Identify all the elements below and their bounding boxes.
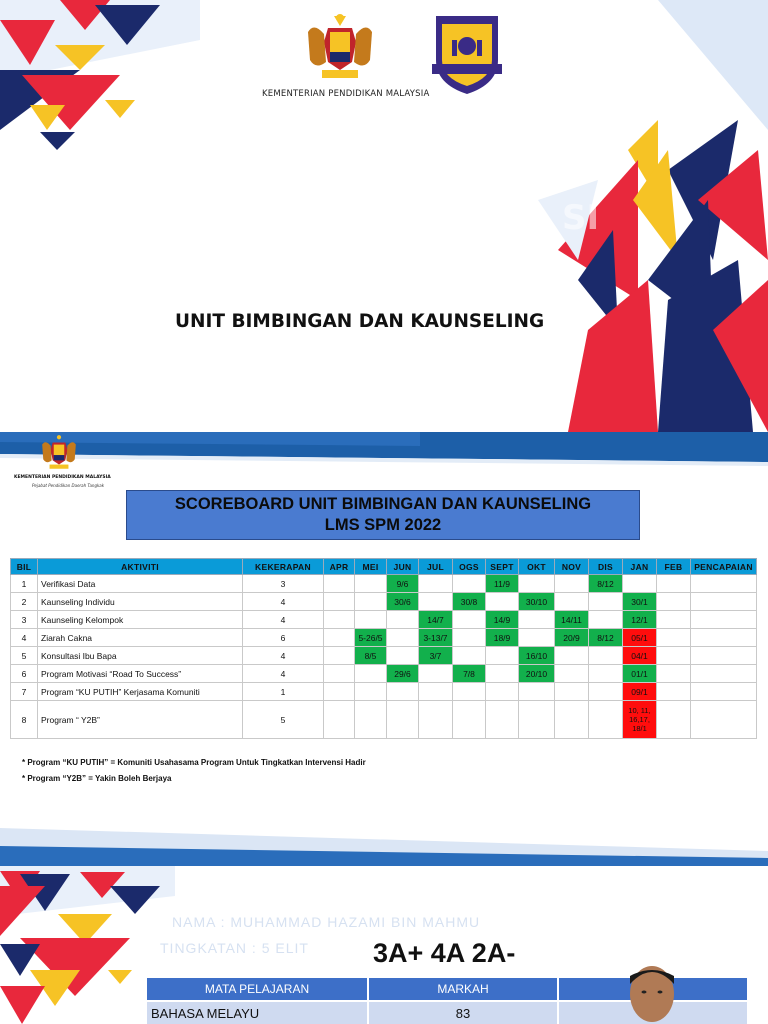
activity-cell: Ziarah Cakna	[38, 629, 243, 647]
month-cell-jun: 30/6	[387, 593, 419, 611]
month-cell-mei	[355, 683, 387, 701]
month-cell-feb	[657, 629, 691, 647]
activity-cell: Konsultasi Ibu Bapa	[38, 647, 243, 665]
month-cell-pencapaian	[691, 575, 757, 593]
frequency-cell: 4	[243, 593, 324, 611]
month-cell-apr	[324, 575, 355, 593]
month-cell-apr	[324, 611, 355, 629]
month-cell-okt	[519, 701, 555, 739]
frequency-cell: 3	[243, 575, 324, 593]
month-cell-jul	[419, 665, 453, 683]
month-cell-jun	[387, 701, 419, 739]
month-cell-nov	[555, 575, 589, 593]
month-cell-nov	[555, 683, 589, 701]
result-column-header: MARKAH	[368, 977, 558, 1001]
bil-cell: 7	[11, 683, 38, 701]
month-cell-pencapaian	[691, 593, 757, 611]
month-cell-apr	[324, 593, 355, 611]
month-cell-dis: 8/12	[589, 575, 623, 593]
month-cell-feb	[657, 611, 691, 629]
student-class-faded: TINGKATAN : 5 ELIT	[160, 940, 309, 956]
student-photo	[612, 964, 692, 1024]
month-cell-okt: 20/10	[519, 665, 555, 683]
month-cell-ogs	[453, 611, 486, 629]
month-cell-jan: 12/1	[623, 611, 657, 629]
district-office-name: Pejabat Pendidikan Daerah Tangkak	[32, 483, 105, 488]
month-cell-jun: 29/6	[387, 665, 419, 683]
activity-cell: Kaunseling Individu	[38, 593, 243, 611]
month-cell-sept: 11/9	[486, 575, 519, 593]
month-cell-mei	[355, 575, 387, 593]
scoreboard-header-row	[11, 559, 757, 575]
month-cell-jul	[419, 683, 453, 701]
bil-cell: 6	[11, 665, 38, 683]
column-header-aktiviti: AKTIVITI	[38, 559, 243, 575]
month-cell-nov: 14/11	[555, 611, 589, 629]
footnote-ku-putih: * Program “KU PUTIH” = Komuniti Usahasama Program Untuk Tingkatkan Intervensi Hadir	[22, 758, 366, 767]
month-cell-jul: 3-13/7	[419, 629, 453, 647]
month-cell-dis	[589, 701, 623, 739]
month-cell-jul	[419, 575, 453, 593]
month-cell-dis	[589, 683, 623, 701]
month-cell-nov	[555, 701, 589, 739]
month-cell-sept	[486, 593, 519, 611]
school-crest-logo	[428, 10, 506, 96]
month-cell-jun: 9/6	[387, 575, 419, 593]
month-cell-sept	[486, 647, 519, 665]
month-cell-ogs	[453, 629, 486, 647]
month-cell-mei	[355, 593, 387, 611]
month-cell-ogs: 30/8	[453, 593, 486, 611]
month-cell-apr	[324, 647, 355, 665]
column-header-feb: FEB	[657, 559, 691, 575]
month-cell-okt: 16/10	[519, 647, 555, 665]
header-banner	[0, 432, 768, 492]
month-cell-sept: 14/9	[486, 611, 519, 629]
month-cell-apr	[324, 683, 355, 701]
month-cell-ogs	[453, 683, 486, 701]
frequency-cell: 4	[243, 647, 324, 665]
column-header-dis: DIS	[589, 559, 623, 575]
frequency-cell: 1	[243, 683, 324, 701]
column-header-bil: BIL	[11, 559, 38, 575]
month-cell-ogs	[453, 575, 486, 593]
table-row	[11, 647, 757, 665]
ministry-name: KEMENTERIAN PENDIDIKAN MALAYSIA	[262, 89, 430, 99]
column-header-mei: MEI	[355, 559, 387, 575]
month-cell-apr	[324, 701, 355, 739]
month-cell-jan	[623, 575, 657, 593]
month-cell-okt	[519, 683, 555, 701]
month-cell-sept: 18/9	[486, 629, 519, 647]
bil-cell: 1	[11, 575, 38, 593]
month-cell-jun	[387, 683, 419, 701]
month-cell-jan: 01/1	[623, 665, 657, 683]
result-column-header: MATA PELAJARAN	[146, 977, 368, 1001]
bil-cell: 5	[11, 647, 38, 665]
ministry-name: KEMENTERIAN PENDIDIKAN MALAYSIA	[14, 475, 111, 480]
table-row	[11, 593, 757, 611]
month-cell-jan: 09/1	[623, 683, 657, 701]
month-cell-dis: 8/12	[589, 629, 623, 647]
activity-cell: Kaunseling Kelompok	[38, 611, 243, 629]
month-cell-ogs: 7/8	[453, 665, 486, 683]
month-cell-jul: 3/7	[419, 647, 453, 665]
column-header-jan: JAN	[623, 559, 657, 575]
month-cell-feb	[657, 701, 691, 739]
month-cell-jan: 10, 11, 16,17, 18/1	[623, 701, 657, 739]
geometric-decoration-top-left	[0, 0, 200, 150]
frequency-cell: 6	[243, 629, 324, 647]
bil-cell: 2	[11, 593, 38, 611]
month-cell-ogs	[453, 647, 486, 665]
month-cell-apr	[324, 665, 355, 683]
table-row	[11, 629, 757, 647]
table-row	[11, 611, 757, 629]
activity-cell: Verifikasi Data	[38, 575, 243, 593]
month-cell-jun	[387, 647, 419, 665]
scoreboard-title	[126, 490, 640, 540]
month-cell-dis	[589, 593, 623, 611]
month-cell-jul: 14/7	[419, 611, 453, 629]
month-cell-okt	[519, 611, 555, 629]
student-name-faded: NAMA : MUHAMMAD HAZAMI BIN MAHMU	[172, 914, 481, 930]
frequency-cell: 4	[243, 665, 324, 683]
month-cell-nov	[555, 593, 589, 611]
month-cell-dis	[589, 647, 623, 665]
month-cell-okt	[519, 629, 555, 647]
bil-cell: 3	[11, 611, 38, 629]
table-row	[11, 701, 757, 739]
bil-cell: 4	[11, 629, 38, 647]
month-cell-okt	[519, 575, 555, 593]
table-row	[11, 665, 757, 683]
malaysia-coat-of-arms-logo	[300, 12, 380, 84]
subject-cell: BAHASA MELAYU	[146, 1001, 368, 1024]
month-cell-jan: 04/1	[623, 647, 657, 665]
month-cell-mei: 5-26/5	[355, 629, 387, 647]
month-cell-pencapaian	[691, 665, 757, 683]
bil-cell: 8	[11, 701, 38, 739]
month-cell-pencapaian	[691, 701, 757, 739]
month-cell-feb	[657, 647, 691, 665]
month-cell-jan: 30/1	[623, 593, 657, 611]
month-cell-mei	[355, 665, 387, 683]
column-header-nov: NOV	[555, 559, 589, 575]
month-cell-dis	[589, 665, 623, 683]
activity-cell: Program Motivasi “Road To Success”	[38, 665, 243, 683]
month-cell-dis	[589, 611, 623, 629]
unit-title: UNIT BIMBINGAN DAN KAUNSELING	[175, 311, 545, 332]
malaysia-coat-of-arms-logo	[38, 434, 80, 472]
month-cell-jul	[419, 701, 453, 739]
activity-cell: Program “ Y2B”	[38, 701, 243, 739]
column-header-okt: OKT	[519, 559, 555, 575]
activity-cell: Program “KU PUTIH” Kerjasama Komuniti	[38, 683, 243, 701]
frequency-cell: 5	[243, 701, 324, 739]
column-header-sept: SEPT	[486, 559, 519, 575]
month-cell-feb	[657, 683, 691, 701]
cover-slide	[0, 0, 768, 432]
month-cell-apr	[324, 629, 355, 647]
month-cell-mei	[355, 701, 387, 739]
month-cell-jun	[387, 629, 419, 647]
month-cell-mei	[355, 611, 387, 629]
footer-wave-decoration	[0, 806, 768, 866]
month-cell-mei: 8/5	[355, 647, 387, 665]
month-cell-feb	[657, 665, 691, 683]
scoreboard-slide	[0, 432, 768, 866]
month-cell-nov: 20/9	[555, 629, 589, 647]
faded-background-word: SI	[562, 198, 600, 238]
mark-cell: 83	[368, 1001, 558, 1024]
month-cell-pencapaian	[691, 683, 757, 701]
footnote-y2b: * Program “Y2B” = Yakin Boleh Berjaya	[22, 774, 172, 783]
month-cell-ogs	[453, 701, 486, 739]
column-header-pencapaian: PENCAPAIAN	[691, 559, 757, 575]
month-cell-sept	[486, 701, 519, 739]
scoreboard-table	[10, 558, 757, 739]
scoreboard-title-line1: SCOREBOARD UNIT BIMBINGAN DAN KAUNSELING	[174, 495, 592, 513]
month-cell-pencapaian	[691, 647, 757, 665]
month-cell-feb	[657, 575, 691, 593]
column-header-kekerapan: KEKERAPAN	[243, 559, 324, 575]
overall-grade: 3A+ 4A 2A-	[373, 938, 516, 968]
column-header-jul: JUL	[419, 559, 453, 575]
table-row	[11, 575, 757, 593]
month-cell-okt: 30/10	[519, 593, 555, 611]
column-header-ogs: OGS	[453, 559, 486, 575]
scoreboard-title-line2: LMS SPM 2022	[324, 516, 442, 534]
month-cell-nov	[555, 647, 589, 665]
month-cell-nov	[555, 665, 589, 683]
month-cell-jun	[387, 611, 419, 629]
student-result-slide	[0, 866, 768, 1024]
month-cell-pencapaian	[691, 629, 757, 647]
column-header-apr: APR	[324, 559, 355, 575]
month-cell-sept	[486, 665, 519, 683]
month-cell-feb	[657, 593, 691, 611]
table-row	[11, 683, 757, 701]
month-cell-pencapaian	[691, 611, 757, 629]
month-cell-jan: 05/1	[623, 629, 657, 647]
month-cell-jul	[419, 593, 453, 611]
column-header-jun: JUN	[387, 559, 419, 575]
month-cell-sept	[486, 683, 519, 701]
frequency-cell: 4	[243, 611, 324, 629]
